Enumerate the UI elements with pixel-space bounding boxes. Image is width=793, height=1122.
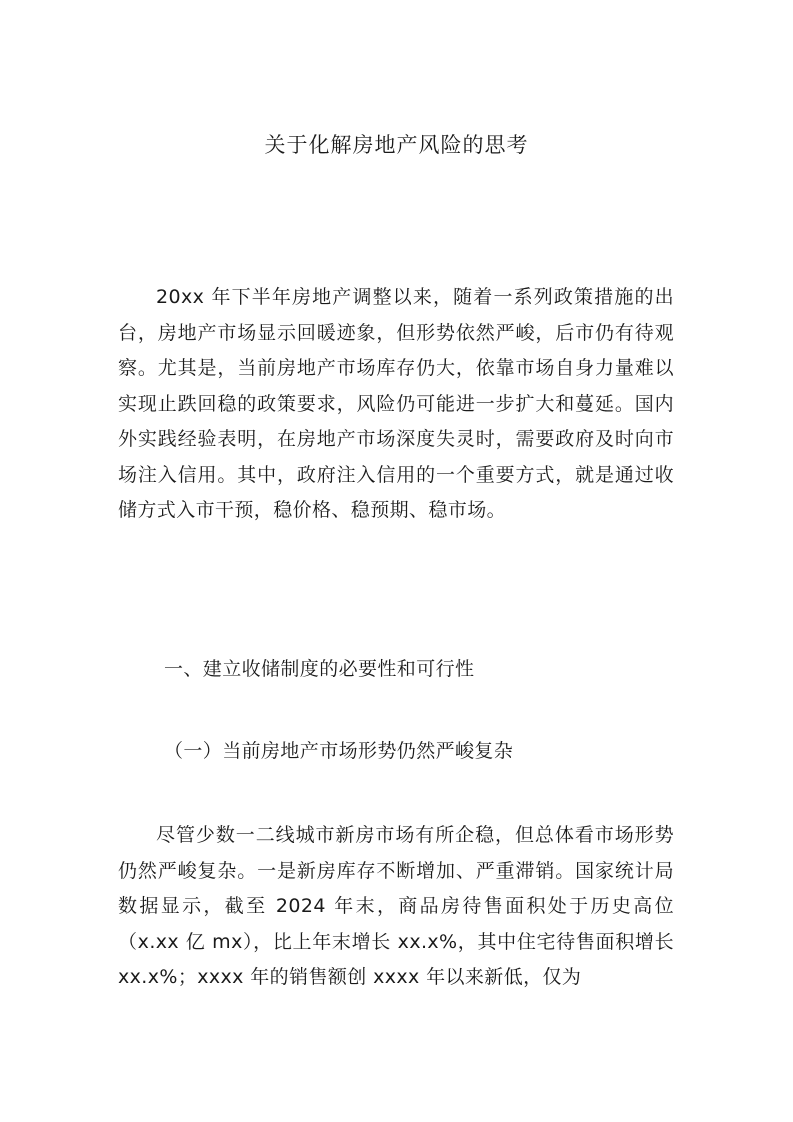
subsection-heading: （一）当前房地产市场形势仍然严峻复杂 [164, 740, 514, 762]
paragraph-text: 20xx 年下半年房地产调整以来，随着一系列政策措施的出台，房地产市场显示回暖迹象，但形势依然严峻，后市仍有待观察。尤其是，当前房地产市场库存仍大，依靠市场自身力量难以实现止跌回稳的政策要求，风险仍可能进一步扩大和蔓延。国内外实践经验表明，在房地产市场深度失灵时，需要政府及时向市场注入信用。其中，政府注入信用的一个重要方式，就是通过收储方式入市干预，稳价格、稳预期、稳市场。 [118, 286, 674, 521]
paragraph-text: 尽管少数一二线城市新房市场有所企稳，但总体看市场形势仍然严峻复杂。一是新房库存不断增加、严重滞销。国家统计局数据显示，截至 2024 年末，商品房待售面积处于历史高位（x.xx 亿 mx），比上年末增长 xx.x%，其中住宅待售面积增长 xx.x%；xxxx 年的销售额创 xxxx 年以来新低，仅为 [118, 824, 674, 988]
body-paragraph-intro [118, 280, 674, 529]
document-title: 关于化解房地产风险的思考 [264, 133, 529, 157]
body-paragraph-market [118, 818, 674, 996]
section-heading: 一、建立收储制度的必要性和可行性 [164, 658, 475, 680]
